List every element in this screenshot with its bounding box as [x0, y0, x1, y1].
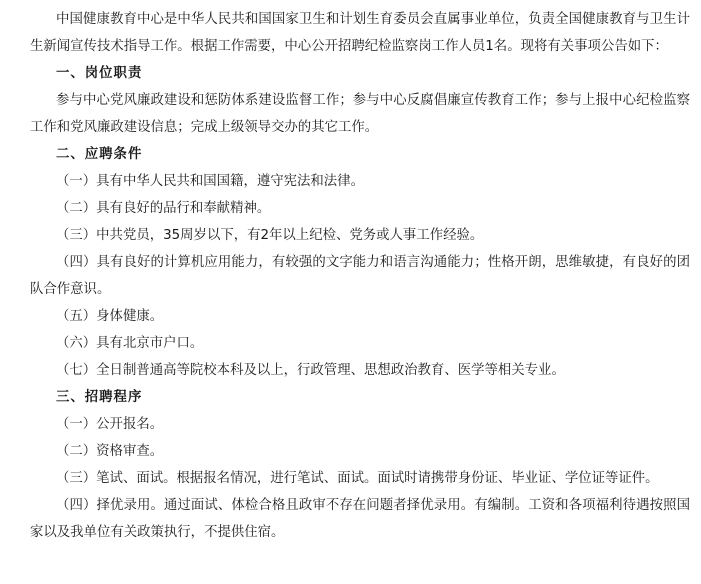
duties-paragraph: 参与中心党风廉政建设和惩防体系建设监督工作；参与中心反腐倡廉宣传教育工作；参与上报中心纪检监察工作和党风廉政建设信息；完成上级领导交办的其它工作。: [30, 93, 690, 135]
requirement-item: （四）具有良好的计算机应用能力，有较强的文字能力和语言沟通能力；性格开朗，思维敏捷，有良好的团队合作意识。: [30, 255, 690, 297]
section-heading-procedure: 三、招聘程序: [56, 390, 143, 405]
intro-paragraph: 中国健康教育中心是中华人民共和国国家卫生和计划生育委员会直属事业单位，负责全国健康教育与卫生计生新闻宣传技术指导工作。根据工作需要，中心公开招聘纪检监察岗工作人员1名。现将有关事项公告如下：: [30, 12, 690, 54]
requirement-item: （七）全日制普通高等院校本科及以上，行政管理、思想政治教育、医学等相关专业。: [56, 363, 565, 378]
requirement-item: （五）身体健康。: [56, 309, 164, 324]
requirement-item: （二）具有良好的品行和奉献精神。: [56, 201, 271, 216]
requirement-item: （三）中共党员，35周岁以下，有2年以上纪检、党务或人事工作经验。: [56, 228, 484, 243]
section-heading-duties: 一、岗位职责: [56, 66, 143, 81]
requirement-item: （六）具有北京市户口。: [56, 336, 204, 351]
procedure-item: （三）笔试、面试。根据报名情况，进行笔试、面试。面试时请携带身份证、毕业证、学位证等证件。: [56, 471, 659, 486]
section-heading-requirements: 二、应聘条件: [56, 147, 143, 162]
procedure-item: （一）公开报名。: [56, 417, 164, 432]
requirement-item: （一）具有中华人民共和国国籍，遵守宪法和法律。: [56, 174, 364, 189]
document-body: [30, 6, 690, 546]
procedure-item: （四）择优录用。通过面试、体检合格且政审不存在问题者择优录用。有编制。工资和各项福利待遇按照国家以及我单位有关政策执行，不提供住宿。: [30, 498, 690, 540]
procedure-item: （二）资格审查。: [56, 444, 164, 459]
